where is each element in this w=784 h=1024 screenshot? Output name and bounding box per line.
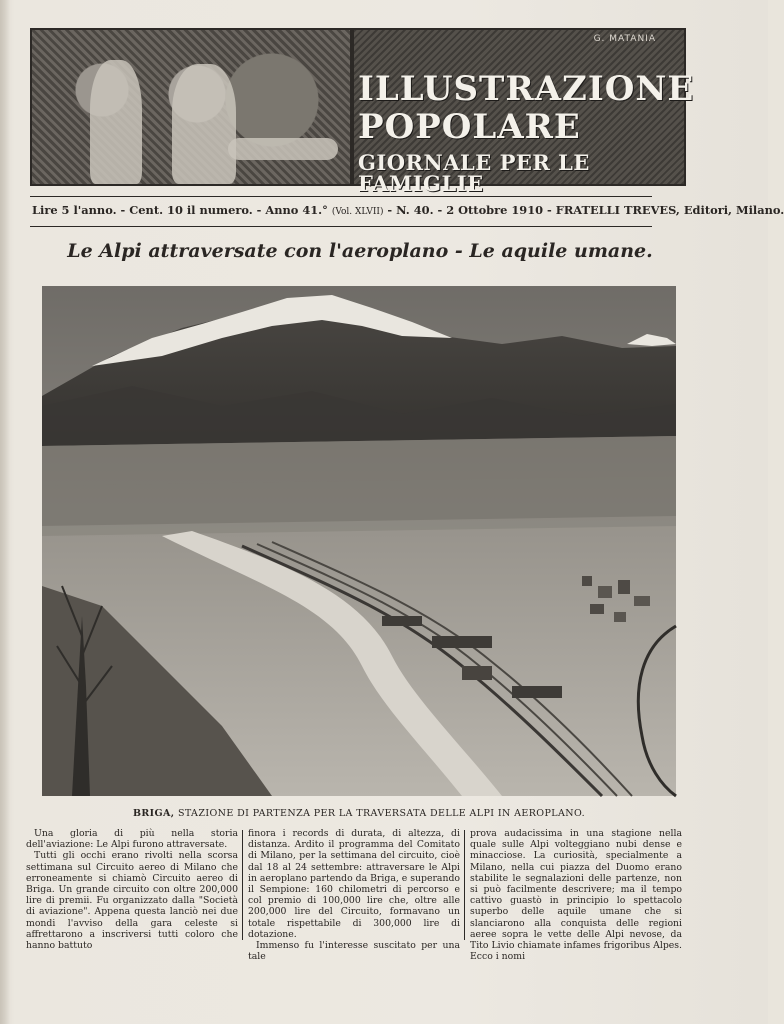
paragraph: Una gloria di più nella storia dell'aviazione: Le Alpi furono attraversate.: [26, 828, 238, 851]
title-line-1: ILLUSTRAZIONE: [358, 69, 695, 109]
article-columns: [26, 828, 682, 963]
issue-rule-bottom: [30, 226, 652, 227]
page-edge-shadow: [0, 0, 10, 1024]
figure-woman-left: [90, 60, 142, 184]
caption-place: BRIGA,: [132, 808, 175, 819]
title-line-3: GIORNALE PER LE FAMIGLIE: [358, 150, 590, 196]
masthead-illustration: [32, 30, 350, 184]
price-year: Lire 5 l'anno.: [32, 203, 117, 217]
figure-woman-right: [172, 64, 236, 184]
artist-signature: G. MATANIA: [593, 34, 656, 44]
headline: Le Alpi attraversate con l'aeroplano - Le aquile umane.: [67, 240, 653, 262]
issue-number: N. 40.: [396, 203, 434, 217]
figure-arm: [228, 138, 338, 160]
publisher: FRATELLI TREVES, Editori, Milano.: [555, 203, 784, 217]
column-rule: [242, 830, 243, 940]
issue-rule-top: [30, 196, 652, 197]
article-column-2: [248, 828, 460, 963]
masthead: [30, 28, 695, 196]
title-line-2: POPOLARE: [358, 107, 581, 147]
paragraph: finora i records di durata, di altezza, di distanza. Ardito il programma del Comitato di Milano, per la settimana del circuito, cioè dal 18 al 24 settembre: attraversare le Alpi in aeroplano partendo da Briga, e superando il Sempione: 160 chilometri di percorso e col premio di 100,000 lire che, oltre alle 200,000 lire del Circuito, formavano un totale rispettabile di 300,000 lire di dotazione.: [248, 828, 460, 940]
column-rule: [464, 830, 465, 940]
issue-date: 2 Ottobre 1910: [446, 203, 544, 217]
price-issue: Cent. 10 il numero.: [129, 203, 253, 217]
photo-illustration: [42, 286, 676, 796]
publication-title: [358, 69, 695, 196]
paragraph: Tutti gli occhi erano rivolti nella scorsa settimana sul Circuito aereo di Milano che erroneamente si chiamò Circuito aereo di Briga. Un grande circuito con oltre 200,000 lire di premii. Fu organizzato dalla "Società di aviazione". Appena questa lanciò nei due mondi l'avviso della gara celeste si affrettarono a inscriversi tutti coloro che hanno battuto: [26, 850, 238, 952]
briga-station-photo: [42, 286, 676, 796]
paragraph: prova audacissima in una stagione nella quale sulle Alpi volteggiano nubi dense e minacciose. La curiosità, specialmente a Milano, nella cui piazza del Duomo erano stabilite le segnalazioni delle partenze, non si può facilmente descrivere; ma il tempo cattivo guastò in principio lo spettacolo superbo delle aquile umane che si slanciarono alla conquista delle regioni aeree sopra le vette delle Alpi nevose, da Tito Livio chiamate infames frigoribus Alpes. Ecco i nomi: [470, 828, 682, 963]
article-column-1: [26, 828, 238, 952]
year: Anno 41.°: [265, 203, 328, 217]
article-column-3: [470, 828, 682, 963]
caption-text: STAZIONE DI PARTENZA PER LA TRAVERSATA DELLE ALPI IN AEROPLANO.: [177, 808, 586, 819]
issue-info-line: Lire 5 l'anno. - Cent. 10 il numero. - Anno 41.° (Vol. XLVII) - N. 40. - 2 Ottobre 1910 - FRATELLI TREVES, Editori, Milano.: [32, 203, 784, 217]
photo-caption: [42, 808, 676, 819]
volume: (Vol. XLVII): [331, 207, 384, 217]
paragraph: Immenso fu l'interesse suscitato per una tale: [248, 940, 460, 963]
